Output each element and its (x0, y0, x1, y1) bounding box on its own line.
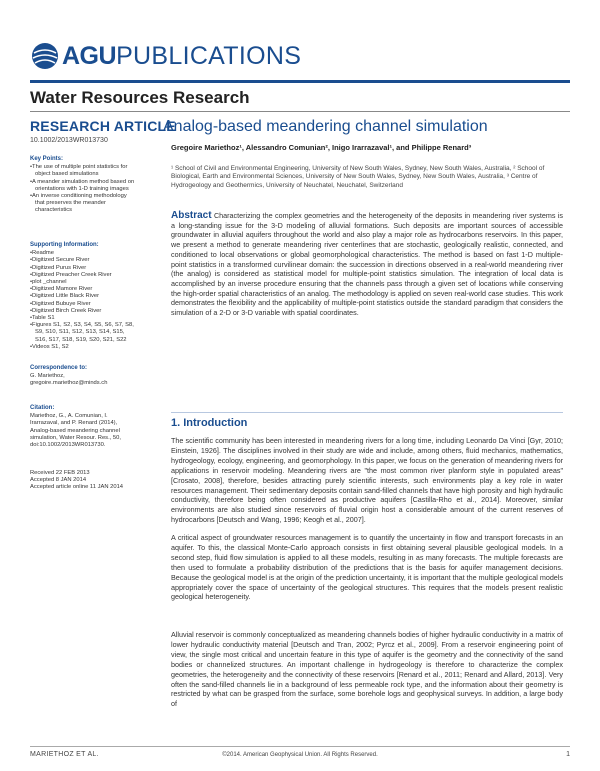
supporting-item[interactable]: • Figures S1, S2, S3, S4, S5, S6, S7, S8, S9, S10, S11, S12, S13, S14, S15, S16, S17, S18, S19, S20, S21, S22 (30, 322, 138, 344)
agu-publications-logo (30, 41, 301, 71)
citation-text: Mariethoz, G., A. Comunian, I. Irarrazaval, and P. Renard (2014), Analog-based meandering channel simulation, Water Resour. Res., 50, doi:10.1002/2013WR013730. (30, 413, 121, 449)
correspondence-heading: Correspondence to: (30, 365, 88, 371)
supporting-item[interactable]: • Digitized Mamore River (30, 286, 138, 293)
supporting-item[interactable]: • Table S1 (30, 315, 138, 322)
key-point: • The use of multiple point statistics for object based simulations (30, 164, 138, 178)
article-dates (30, 470, 138, 492)
received-date: Received 22 FEB 2013 (30, 470, 90, 476)
section-rule (171, 412, 563, 413)
journal-title: Water Resources Research (30, 88, 250, 107)
article-type: RESEARCH ARTICLE (30, 118, 176, 134)
supporting-item[interactable]: • plot _channel (30, 279, 138, 286)
accepted-date: Accepted 8 JAN 2014 (30, 477, 87, 484)
footer-rule (30, 746, 570, 747)
abstract-text: Characterizing the complex geometries and the heterogeneity of the deposits in meandering river systems is a long-standing issue for the 3-D modeling of alluvial formations. Such deposits are important sources of accessible groundwater in alluvial aquifers throughout the world and also play a major role as hydrocarbons reservoirs. In this paper, we present a method to generate meandering river centerlines that are stochastic, geologically realistic, connected, and conditioned to local observations or global geomorphological characteristics. The method is based on fast 1-D multiple-point statistics in a transformed curvilinear domain: the succession in directions observed in a real-world meandering river (the analog) is considered as statistical model for multiple-point statistics simulation. The integration of local data is accomplished by an inverse procedure ensuring that the channels pass through a given set of locations while conserving the high-order spatial characteristics of an analog. The methodology is applied on seven real-world case studies. This work demonstrates the flexibility and the applicability of multiple-point statistics outside the standard paradigm that considers the simulation of a 2-D or 3-D variable with spatial coordinates. (171, 211, 564, 318)
key-points-heading: Key Points: (30, 156, 64, 162)
citation-heading: Citation: (30, 405, 55, 411)
footer-authors: MARIETHOZ ET AL. (30, 751, 99, 758)
supporting-item[interactable]: • Digitized Preacher Creek River (30, 272, 138, 279)
supporting-item[interactable]: • Digitized Purus River (30, 265, 138, 272)
brand-publications: PUBLICATIONS (116, 41, 302, 70)
citation (30, 405, 138, 449)
key-points (30, 156, 138, 215)
supporting-item[interactable]: • Videos S1, S2 (30, 344, 138, 351)
correspondence-name: G. Mariethoz, (30, 373, 65, 380)
section-heading: 1. Introduction (171, 417, 248, 429)
key-point: • An inverse conditioning methodology that preserves the meander characteristics (30, 193, 138, 215)
supporting-item[interactable]: • Digitized Little Black River (30, 293, 138, 300)
page-number: 1 (566, 751, 570, 758)
brand-agu: AGU (62, 41, 117, 70)
footer-copyright: ©2014. American Geophysical Union. All Rights Reserved. (222, 752, 378, 758)
header-rule (30, 80, 570, 83)
affiliations: ¹ School of Civil and Environmental Engineering, University of New South Wales, Sydney, New South Wales, Australia, ² School of Biological, Earth and Environmental Sciences, University of New South Wales, Sydney, New South Wales, Australia, ³ Centre of Hydrogeology and Geothermics, University of Neuchatel, Neuchatel, Switzerland (171, 165, 545, 189)
abstract-label: Abstract (171, 210, 212, 221)
key-point: • A meander simulation method based on orientations with 1-D training images (30, 179, 138, 193)
intro-paragraph: A critical aspect of groundwater resources management is to quantify the uncertainty in flow and transport forecasts in an aquifer. To this, the classical Monte-Carlo approach consists in first obtaining several plausible geological models. In a second step, fluid flow simulation is applied to all these models, resulting in as many forecasts. The multiple forecasts are then used to formulate a probability distribution of the predictions that is the basis for aquifer management decisions. Because the geological model is at the origin of the prediction uncertainty, it is important that the multiple geological models appropriately cover the space of uncertainty of the geological structures. This requires that the models present realistic geological heterogeneity. (171, 533, 563, 602)
supporting-item[interactable]: • Digitized Secure River (30, 257, 138, 264)
supporting-item[interactable]: • Digitized Birch Creek River (30, 308, 138, 315)
article-title: Analog-based meandering channel simulation (163, 118, 488, 135)
abstract (171, 211, 563, 318)
correspondence (30, 365, 138, 388)
header-divider (30, 111, 570, 112)
supporting-item[interactable]: • Readme (30, 250, 138, 257)
intro-paragraph: The scientific community has been interested in meandering rivers for a long time, including Leonardo Da Vinci [Gyr, 2010; Einstein, 1926]. The disciplines involved in their study are wide and include, among others, fluid mechanics, mathematics, hydrogeology, ecology, engineering, and geomorphology. In this paper, we focus on the generation of meandering rivers for applications in reservoir modeling. Meandering rivers are "the most common river planform style in populated areas" [Crosato, 2008], therefore, besides attracting purely scientific interests, such environments play a key role in water resources management. Their sedimentary deposits contain sand-filled channels that have high porosity and high hydraulic conductivity, therefore being often considered as productive aquifers [Castilla-Rho et al., 2014]. Moreover, similar environments are also studied since reservoirs of fluvial origin host a considerable amount of the current reserves of hydrocarbons [Deutsch and Wang, 1996; Keogh et al., 2007]. (171, 436, 563, 525)
supporting-item[interactable]: • Digitized Bubuye River (30, 301, 138, 308)
supporting-information (30, 242, 138, 351)
supporting-heading: Supporting Information: (30, 242, 99, 248)
agu-globe-icon (30, 41, 60, 71)
doi[interactable]: 10.1002/2013WR013730 (30, 137, 108, 144)
correspondence-email[interactable]: gregoire.mariethoz@minds.ch (30, 380, 108, 387)
authors: Gregoire Mariethoz¹, Alessandro Comunian², Inigo Irarrazaval¹, and Philippe Renard³ (171, 143, 472, 152)
intro-paragraph: Alluvial reservoir is commonly conceptualized as meandering channels bodies of higher hydraulic conductivity in a matrix of lower hydraulic conductivity material [Deutsch and Tran, 2002; Pyrcz et al., 2009]. From a reservoir engineering point of view, the single most critical and uncertain feature in this type of aquifer is the geometry and the connectivity of the sand bodies or channelized structures. An important challenge in hydrogeology is therefore to characterize the complex geometries, the heterogeneity and the connectivity of these reservoirs [Renard et al., 2011; Renard and Allard, 2013]. Very often the sand-filled channels lie in a background of less permeable rock type, and the information about their geometry is restricted by what can be grasped from the surface, some borehole logs and geophysical surveys. In addition, a large body of (171, 630, 563, 709)
online-date: Accepted article online 11 JAN 2014 (30, 484, 124, 491)
